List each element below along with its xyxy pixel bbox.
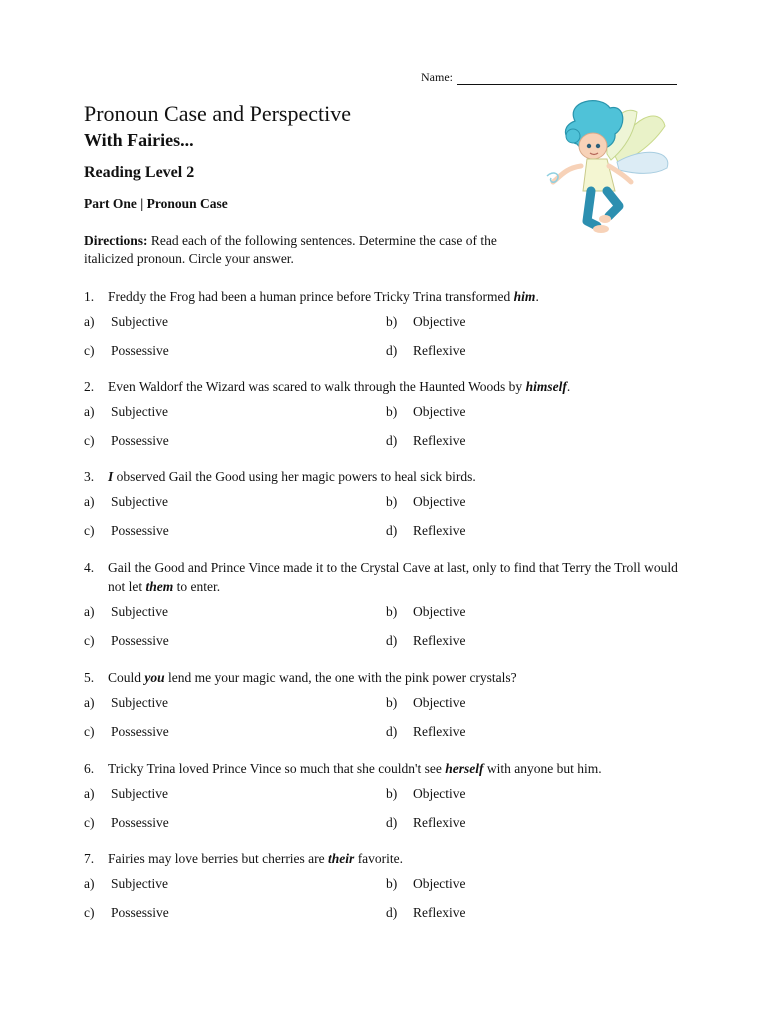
option-letter: b): [386, 786, 398, 801]
option-letter: b): [386, 876, 398, 891]
question-2: [84, 377, 684, 450]
answer-option-reflexive[interactable]: [386, 903, 686, 922]
option-letter: d): [386, 433, 398, 448]
answer-option-reflexive[interactable]: [386, 431, 686, 450]
option-letter: b): [386, 695, 398, 710]
question-5: [84, 668, 684, 741]
option-label: Objective: [413, 404, 466, 419]
answer-option-reflexive[interactable]: [386, 521, 686, 540]
option-label: Reflexive: [413, 905, 466, 920]
question-text: [108, 668, 684, 687]
question-text-after: .: [535, 289, 539, 304]
name-blank-line[interactable]: [457, 72, 677, 85]
fairy-illustration: [545, 96, 675, 241]
question-text: [108, 287, 684, 306]
answer-option-subjective[interactable]: [84, 874, 386, 893]
question-number: 6.: [84, 761, 95, 776]
option-letter: d): [386, 724, 398, 739]
option-label: Possessive: [111, 433, 169, 448]
question-number: 5.: [84, 670, 95, 685]
option-letter: d): [386, 905, 398, 920]
question-stem: [84, 849, 684, 868]
name-field[interactable]: [421, 70, 677, 85]
reading-level: Reading Level 2: [84, 164, 195, 181]
option-letter: c): [84, 815, 95, 830]
italicized-pronoun: himself: [525, 379, 567, 394]
question-text-before: Freddy the Frog had been a human prince before Tricky Trina transformed: [108, 289, 514, 304]
answer-option-possessive[interactable]: [84, 813, 386, 832]
answer-option-reflexive[interactable]: [386, 813, 686, 832]
option-label: Objective: [413, 695, 466, 710]
directions-label: Directions:: [84, 233, 148, 248]
answer-options: [84, 492, 684, 540]
question-3: [84, 467, 684, 540]
italicized-pronoun: I: [108, 469, 114, 484]
answer-option-possessive[interactable]: [84, 431, 386, 450]
option-label: Possessive: [111, 724, 169, 739]
answer-options: [84, 402, 684, 450]
italicized-pronoun: herself: [445, 761, 484, 776]
option-letter: a): [84, 604, 95, 619]
question-number: 7.: [84, 851, 95, 866]
answer-option-objective[interactable]: [386, 874, 686, 893]
question-6: [84, 759, 684, 832]
option-label: Subjective: [111, 404, 168, 419]
answer-option-possessive[interactable]: [84, 903, 386, 922]
italicized-pronoun: you: [144, 670, 165, 685]
question-text: [108, 849, 684, 868]
italicized-pronoun: him: [513, 289, 536, 304]
answer-option-objective[interactable]: [386, 784, 686, 803]
option-label: Objective: [413, 604, 466, 619]
part-heading: Part One | Pronoun Case: [84, 196, 228, 211]
option-label: Subjective: [111, 314, 168, 329]
answer-option-possessive[interactable]: [84, 341, 386, 360]
question-text-before: Fairies may love berries but cherries are: [108, 851, 329, 866]
question-text-after: lend me your magic wand, the one with the pink power crystals?: [164, 670, 517, 685]
directions: [84, 232, 534, 268]
answer-option-reflexive[interactable]: [386, 631, 686, 650]
question-text-before: Tricky Trina loved Prince Vince so much that she couldn't see: [108, 761, 446, 776]
question-number: 3.: [84, 469, 95, 484]
question-number: 2.: [84, 379, 95, 394]
question-stem: [84, 558, 684, 596]
answer-option-objective[interactable]: [386, 602, 686, 621]
answer-option-subjective[interactable]: [84, 784, 386, 803]
question-text-after: with anyone but him.: [483, 761, 602, 776]
option-label: Subjective: [111, 876, 168, 891]
answer-options: [84, 693, 684, 741]
name-label: Name:: [421, 70, 453, 84]
answer-options: [84, 312, 684, 360]
option-letter: a): [84, 695, 95, 710]
option-letter: a): [84, 494, 95, 509]
option-label: Possessive: [111, 633, 169, 648]
question-text-after: favorite.: [354, 851, 404, 866]
answer-option-subjective[interactable]: [84, 693, 386, 712]
question-text: [108, 759, 684, 778]
answer-options: [84, 874, 684, 922]
directions-text: Read each of the following sentences. Determine the case of the italicized pronoun. Circle your answer.: [84, 233, 497, 266]
answer-option-reflexive[interactable]: [386, 722, 686, 741]
option-letter: d): [386, 523, 398, 538]
option-letter: d): [386, 633, 398, 648]
question-1: [84, 287, 684, 360]
option-letter: b): [386, 404, 398, 419]
answer-option-objective[interactable]: [386, 492, 686, 511]
answer-option-possessive[interactable]: [84, 722, 386, 741]
question-4: [84, 558, 684, 650]
question-text-after: to enter.: [173, 579, 221, 594]
option-label: Subjective: [111, 494, 168, 509]
answer-option-objective[interactable]: [386, 312, 686, 331]
worksheet-subtitle: With Fairies...: [84, 130, 194, 150]
option-letter: a): [84, 314, 95, 329]
question-stem: [84, 759, 684, 778]
question-text-before: Could: [108, 670, 145, 685]
question-stem: [84, 668, 684, 687]
option-label: Objective: [413, 876, 466, 891]
option-label: Reflexive: [413, 815, 466, 830]
question-text: [108, 377, 684, 396]
question-text: [108, 558, 684, 596]
answer-options: [84, 784, 684, 832]
answer-option-subjective[interactable]: [84, 602, 386, 621]
option-letter: c): [84, 433, 95, 448]
option-label: Subjective: [111, 604, 168, 619]
option-label: Reflexive: [413, 633, 466, 648]
question-text: [108, 467, 684, 486]
question-text-before: Gail the Good and Prince Vince made it to the Crystal Cave at last, only to find that Terry the Troll would not let: [108, 560, 678, 594]
option-letter: a): [84, 786, 95, 801]
question-text-after: .: [566, 379, 571, 394]
question-number: 4.: [84, 560, 95, 575]
answer-option-objective[interactable]: [386, 402, 686, 421]
question-text-before: Even Waldorf the Wizard was scared to walk through the Haunted Woods by: [108, 379, 526, 394]
option-letter: b): [386, 314, 398, 329]
option-label: Reflexive: [413, 433, 466, 448]
option-letter: c): [84, 343, 95, 358]
option-label: Reflexive: [413, 343, 466, 358]
answer-option-subjective[interactable]: [84, 312, 386, 331]
answer-option-objective[interactable]: [386, 693, 686, 712]
italicized-pronoun: them: [145, 579, 174, 594]
question-7: [84, 849, 684, 922]
option-letter: b): [386, 604, 398, 619]
answer-option-possessive[interactable]: [84, 631, 386, 650]
italicized-pronoun: their: [328, 851, 355, 866]
answer-option-subjective[interactable]: [84, 402, 386, 421]
question-text-after: observed Gail the Good using her magic powers to heal sick birds.: [113, 469, 476, 484]
option-label: Possessive: [111, 343, 169, 358]
option-letter: c): [84, 905, 95, 920]
answer-option-possessive[interactable]: [84, 521, 386, 540]
question-stem: [84, 377, 684, 396]
option-label: Reflexive: [413, 523, 466, 538]
option-label: Objective: [413, 786, 466, 801]
answer-options: [84, 602, 684, 650]
option-letter: d): [386, 815, 398, 830]
option-letter: c): [84, 523, 95, 538]
answer-option-subjective[interactable]: [84, 492, 386, 511]
option-label: Possessive: [111, 523, 169, 538]
option-letter: a): [84, 404, 95, 419]
option-label: Reflexive: [413, 724, 466, 739]
worksheet-title: Pronoun Case and Perspective: [84, 101, 351, 126]
option-letter: b): [386, 494, 398, 509]
option-label: Subjective: [111, 786, 168, 801]
option-letter: a): [84, 876, 95, 891]
option-label: Possessive: [111, 815, 169, 830]
option-label: Possessive: [111, 905, 169, 920]
option-letter: c): [84, 633, 95, 648]
question-stem: [84, 287, 684, 306]
option-label: Objective: [413, 314, 466, 329]
option-letter: d): [386, 343, 398, 358]
question-stem: [84, 467, 684, 486]
option-letter: c): [84, 724, 95, 739]
option-label: Subjective: [111, 695, 168, 710]
answer-option-reflexive[interactable]: [386, 341, 686, 360]
option-label: Objective: [413, 494, 466, 509]
question-number: 1.: [84, 289, 95, 304]
